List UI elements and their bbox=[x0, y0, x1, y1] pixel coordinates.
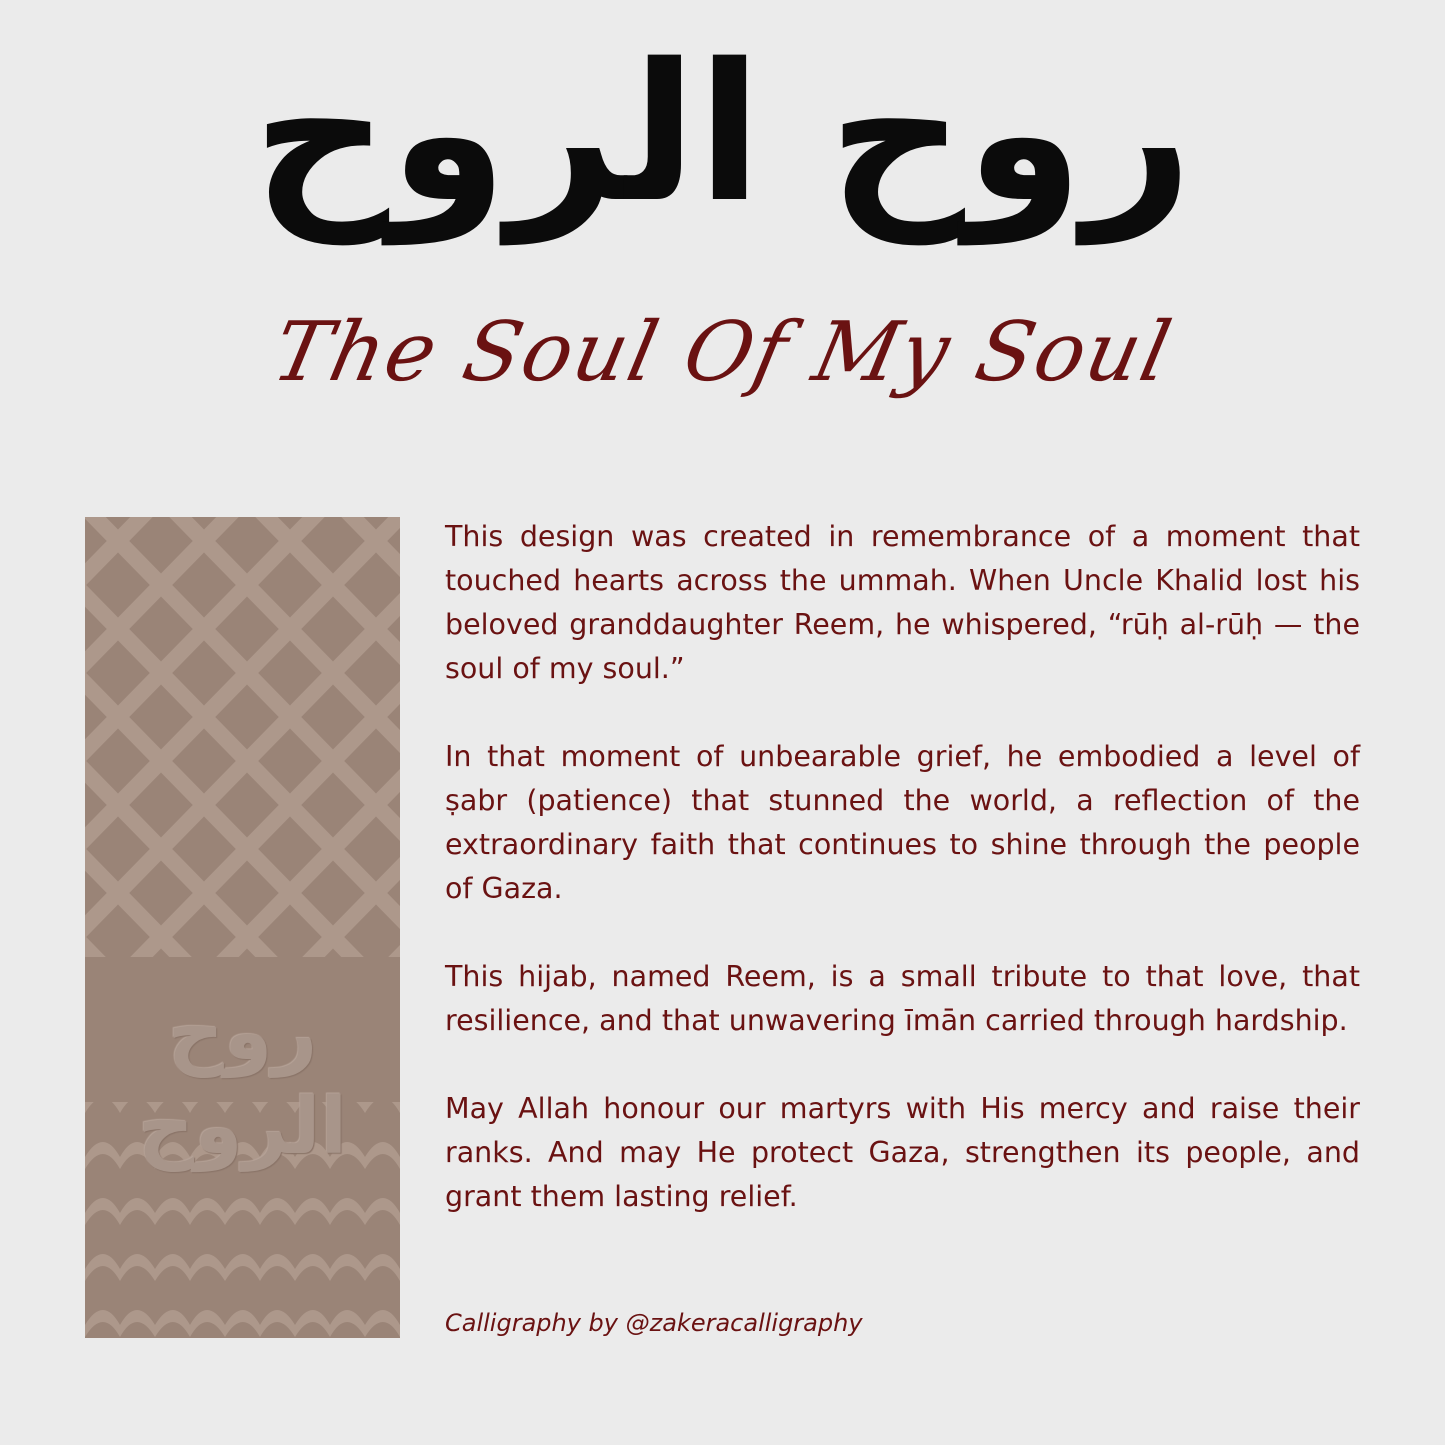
paragraph-4: May Allah honour our martyrs with His mercy and raise their ranks. And may He protect Gaza, strengthen its people, and grant them lasting relief. bbox=[445, 1092, 1360, 1213]
arabic-title: روح الروح bbox=[252, 23, 1193, 244]
paragraph-1: This design was created in remembrance of a moment that touched hearts across the ummah. When Uncle Khalid lost his beloved granddaughter Reem, he whispered, “rūḥ al-rūḥ — the soul of my soul.” bbox=[445, 520, 1360, 685]
calligraphy-credit: Calligraphy by @zakeracalligraphy bbox=[445, 1309, 863, 1337]
paragraph-2: In that moment of unbearable grief, he embodied a level of ṣabr (patience) that stunned the world, a reflection of the extraordinary faith that continues to shine through the people of Gaza. bbox=[445, 740, 1360, 905]
keffiyeh-pattern bbox=[85, 517, 400, 1338]
english-title: The Soul Of My Soul bbox=[264, 305, 1181, 400]
hijab-calligraphy: روح الروح bbox=[137, 988, 348, 1172]
description bbox=[445, 515, 1360, 1263]
paragraph-3: This hijab, named Reem, is a small tribute to that love, that resilience, and that unwavering īmān carried through hardship. bbox=[445, 960, 1360, 1037]
hijab-image bbox=[85, 517, 400, 1338]
